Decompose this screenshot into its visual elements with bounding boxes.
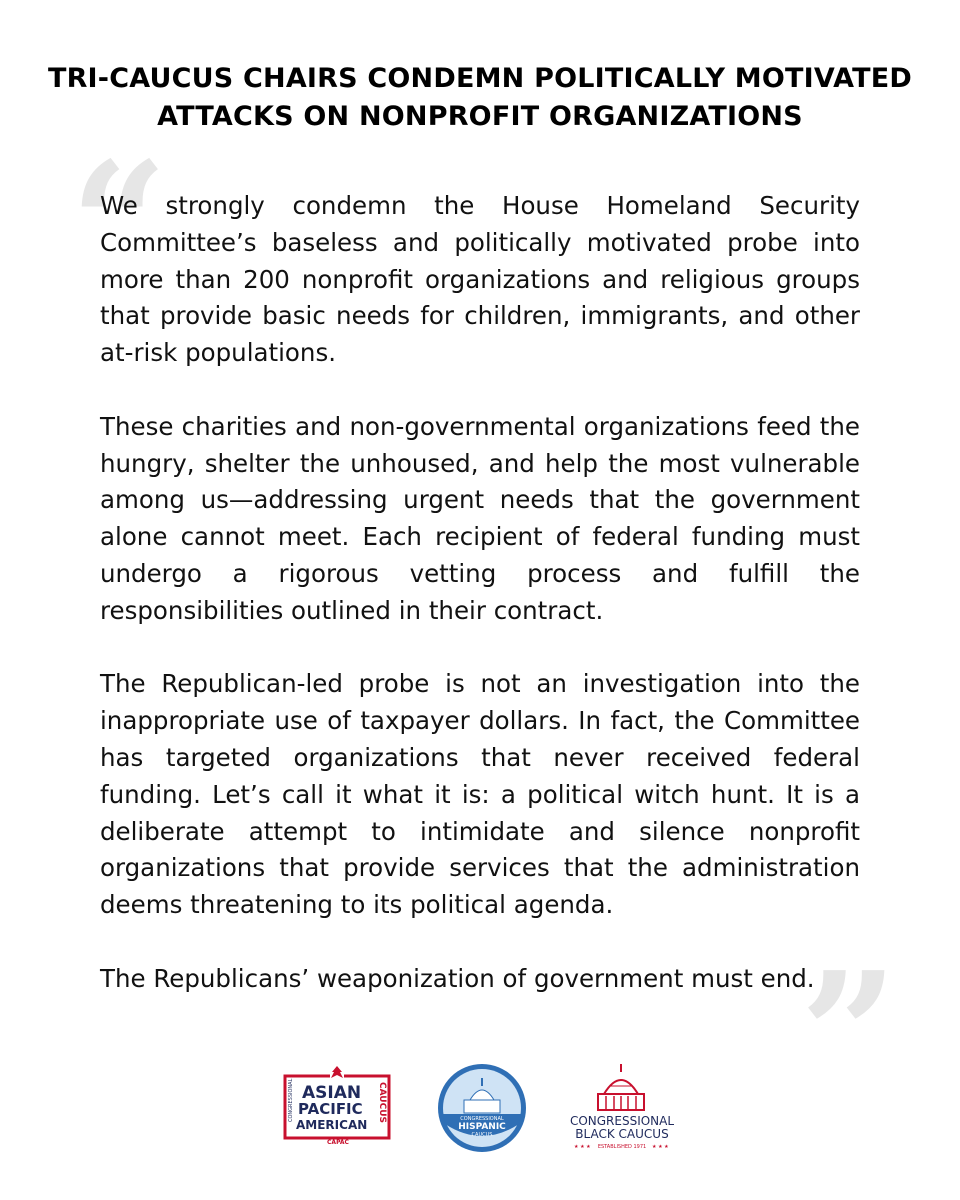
cbc-spire bbox=[620, 1064, 622, 1072]
paragraph-1: We strongly condemn the House Homeland Security Committee’s baseless and politically motivated probe into more than 200 nonprofit organizations and religious groups that provide basic needs for children, immigrants, and other at-risk populations. bbox=[100, 191, 860, 368]
paragraph-3: The Republican-led probe is not an investigation into the inappropriate use of taxpayer dollars. In fact, the Committee has targeted organizations that never received federal funding. Let’s call it what it is: a political witch hunt. It is a deliberate attempt to intimidate and silence nonprofit organizations that provide services that the administration deems threatening to its political agenda. bbox=[100, 669, 860, 920]
chc-capitol-base bbox=[464, 1100, 500, 1113]
capac-logo bbox=[282, 1062, 394, 1146]
cbc-stars-right-icon: ★ ★ ★ bbox=[652, 1144, 669, 1150]
chc-line-3: CAUCUS bbox=[471, 1132, 493, 1138]
cbc-line-3: ESTABLISHED 1971 bbox=[597, 1144, 647, 1150]
capac-bottom: CAPAC bbox=[327, 1139, 349, 1146]
chc-line-1: CONGRESSIONAL bbox=[460, 1116, 504, 1122]
title-line-1: TRI-CAUCUS CHAIRS CONDEMN POLITICALLY MOTIVATED bbox=[47, 63, 913, 94]
capac-line-3: AMERICAN bbox=[296, 1118, 368, 1132]
paragraph-4: The Republicans’ weaponization of government must end. bbox=[100, 963, 815, 993]
chc-line-2: HISPANIC bbox=[458, 1122, 506, 1132]
statement-body bbox=[100, 188, 860, 998]
caucus-logos bbox=[0, 1062, 960, 1162]
open-quote-icon: “ bbox=[70, 125, 168, 325]
capac-small-top: CONGRESSIONAL bbox=[288, 1078, 294, 1122]
cbc-capitol-dome-icon bbox=[604, 1080, 638, 1094]
cbc-line-2: BLACK CAUCUS bbox=[575, 1127, 669, 1141]
cbc-logo bbox=[560, 1062, 684, 1154]
cbc-stars-left-icon: ★ ★ ★ bbox=[574, 1144, 591, 1150]
chc-logo bbox=[436, 1062, 528, 1154]
paragraph-2: These charities and non-governmental organizations feed the hungry, shelter the unhoused, and help the most vulnerable among us—addressing urgent needs that the government alone cannot meet. Each recipient of federal funding must undergo a rigorous vetting process and fulfill the responsibilities outlined in their contract. bbox=[100, 411, 860, 625]
capac-line-1: ASIAN bbox=[302, 1083, 362, 1103]
chc-capitol-spire bbox=[481, 1078, 483, 1086]
capac-line-2: PACIFIC bbox=[298, 1100, 363, 1118]
close-quote-icon: ” bbox=[800, 935, 898, 1135]
statement-title bbox=[40, 60, 920, 136]
capac-side: CAUCUS bbox=[377, 1082, 387, 1123]
title-line-2: ATTACKS ON NONPROFIT ORGANIZATIONS bbox=[157, 101, 803, 132]
cbc-line-1: CONGRESSIONAL bbox=[569, 1114, 675, 1128]
